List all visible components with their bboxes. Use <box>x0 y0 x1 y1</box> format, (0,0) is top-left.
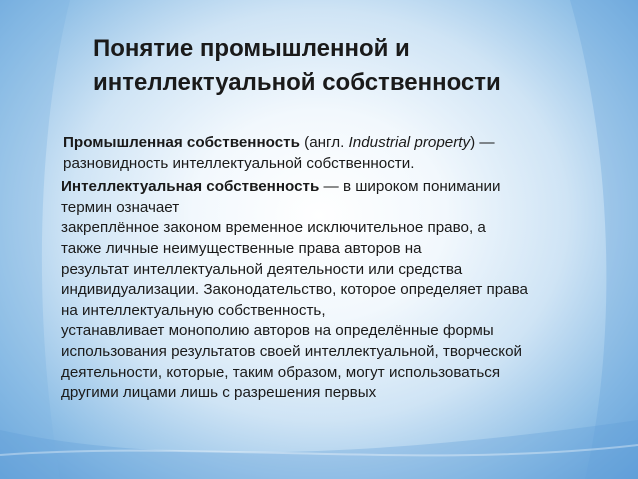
wave-line <box>0 445 638 455</box>
text-english-prefix: (англ. <box>299 134 349 151</box>
english-term: Industrial property <box>348 134 471 151</box>
paragraph-industrial-property <box>52 133 612 174</box>
slide-title-line-2: интеллектуальной собственности <box>93 69 501 96</box>
paragraph-2-line: закреплённое законом временное исключительное право, а <box>61 219 486 237</box>
slide-body <box>52 133 612 407</box>
slide-title <box>93 32 613 100</box>
paragraph-2-line: на интеллектуальную собственность, <box>61 301 326 319</box>
paragraph-2-line: термин означает <box>61 198 180 216</box>
paragraph-2-line: результат интеллектуальной деятельности или средства <box>61 260 463 278</box>
paragraph-2-line: устанавливает монополию авторов на определённые формы <box>61 322 494 340</box>
paragraph-2-line: использования результатов своей интеллектуальной, творческой <box>61 342 523 360</box>
paragraph-2-line: другими лицами лишь с разрешения первых <box>61 384 377 402</box>
text-english-suffix: ) — <box>470 134 495 151</box>
wave-shape-bottom <box>0 420 638 479</box>
term-intellectual-property: Интеллектуальная собственность <box>61 178 320 196</box>
paragraph-2-line-1 <box>52 177 612 198</box>
paragraph-2-line: также личные неимущественные права авторов на <box>61 239 422 257</box>
paragraph-2-line: деятельности, которые, таким образом, могут использоваться <box>61 363 501 381</box>
paragraph-2-line: индивидуализации. Законодательство, которое определяет права <box>61 281 528 299</box>
paragraph-1-line-1 <box>52 133 612 154</box>
text-after-term: — в широком понимании <box>319 178 501 196</box>
term-industrial-property: Промышленная собственность <box>63 134 300 151</box>
paragraph-1-line-2: разновидность интеллектуальной собственности. <box>63 154 415 172</box>
slide-title-line-1: Понятие промышленной и <box>93 35 410 62</box>
paragraph-intellectual-property <box>52 177 612 404</box>
